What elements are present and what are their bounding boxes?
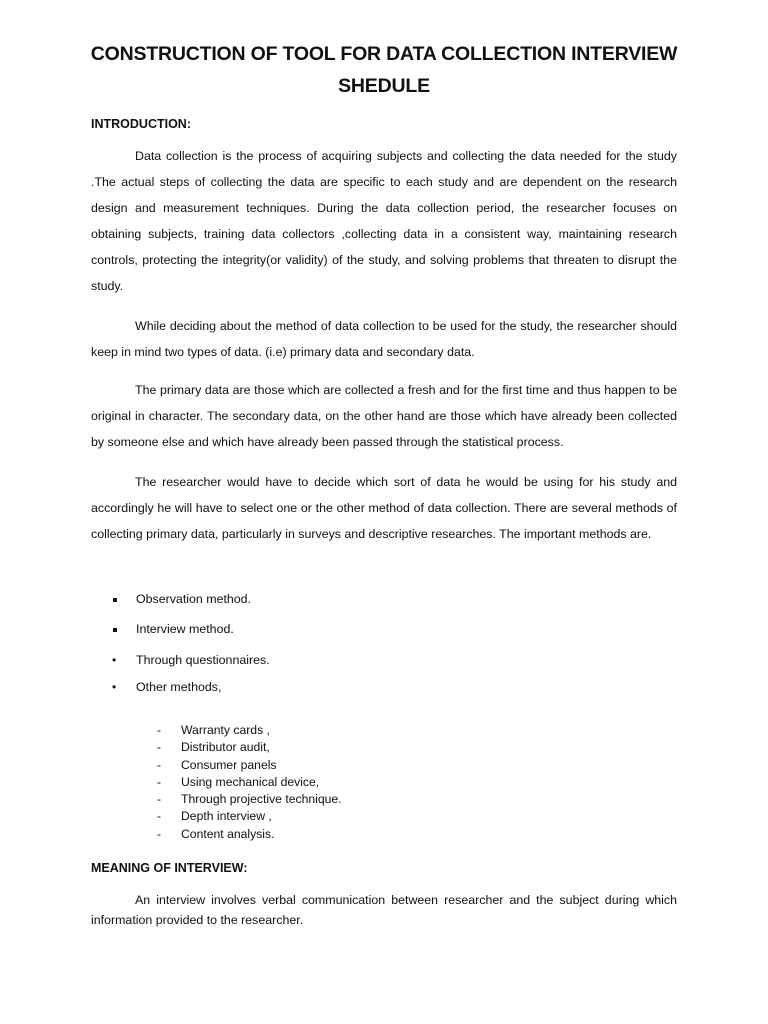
round-bullet-icon: • [112, 680, 117, 694]
list-item-observation [112, 591, 251, 607]
list-item-label: Through projective technique. [181, 792, 342, 807]
dash-bullet-icon: - [157, 757, 162, 772]
other-methods-list [157, 722, 342, 843]
list-item-label: Using mechanical device, [181, 774, 320, 789]
document-title: CONSTRUCTION OF TOOL FOR DATA COLLECTION INTERVIEW SHEDULE [90, 43, 678, 97]
square-bullet-icon [112, 591, 136, 607]
meaning-heading: MEANING OF INTERVIEW: [91, 861, 248, 875]
introduction-heading: INTRODUCTION: [91, 117, 191, 131]
meaning-paragraph: An interview involves verbal communication between researcher and the subject during which information provided to the researcher. [91, 893, 677, 927]
list-item-label: Other methods, [136, 680, 222, 694]
list-item-label: Interview method. [136, 622, 234, 636]
intro-paragraph-2: While deciding about the method of data collection to be used for the study, the researcher should keep in mind two types of data. (i.e) primary data and secondary data. [91, 319, 677, 359]
list-item-label: Content analysis. [181, 826, 275, 841]
list-item-label: Through questionnaires. [136, 653, 270, 667]
dash-bullet-icon: - [157, 826, 162, 841]
list-item-label: Distributor audit, [181, 740, 270, 755]
list-item [157, 791, 342, 808]
list-item [157, 739, 342, 756]
dash-bullet-icon: - [157, 740, 162, 755]
list-item-interview [112, 621, 234, 637]
list-item-other-methods [112, 679, 221, 695]
list-item [157, 826, 342, 843]
round-bullet-icon: • [112, 653, 117, 667]
list-item-label: Depth interview , [181, 809, 272, 824]
list-item [157, 808, 342, 825]
list-item-label: Observation method. [136, 592, 252, 606]
list-item [157, 722, 342, 739]
intro-paragraph-4: The researcher would have to decide which sort of data he would be using for his study and accordingly he will have to select one or the other method of data collection. There are several methods of collecting primary data, particularly in surveys and descriptive researches. The important methods are. [91, 475, 677, 541]
dash-bullet-icon: - [157, 723, 162, 737]
square-bullet-icon [112, 621, 136, 637]
intro-paragraph-1: Data collection is the process of acquiring subjects and collecting the data needed for the study .The actual steps of collecting the data are specific to each study and are dependent on the research design and measurement techniques. During the data collection period, the researcher focuses on obtaining subjects, training data collectors ,collecting data in a consistent way, maintaining research controls, protecting the integrity(or validity) of the study, and solving problems that threaten to disrupt the study. [91, 149, 677, 293]
dash-bullet-icon: - [157, 809, 162, 824]
list-item-label: Warranty cards , [181, 723, 270, 737]
dash-bullet-icon: - [157, 792, 162, 807]
dash-bullet-icon: - [157, 774, 162, 789]
list-item [157, 757, 342, 774]
list-item [157, 774, 342, 791]
intro-paragraph-3: The primary data are those which are collected a fresh and for the first time and thus happen to be original in character. The secondary data, on the other hand are those which have already been collected by someone else and which have already been passed through the statistical process. [91, 383, 677, 449]
list-item-label: Consumer panels [181, 757, 277, 772]
list-item-questionnaires [112, 652, 270, 668]
